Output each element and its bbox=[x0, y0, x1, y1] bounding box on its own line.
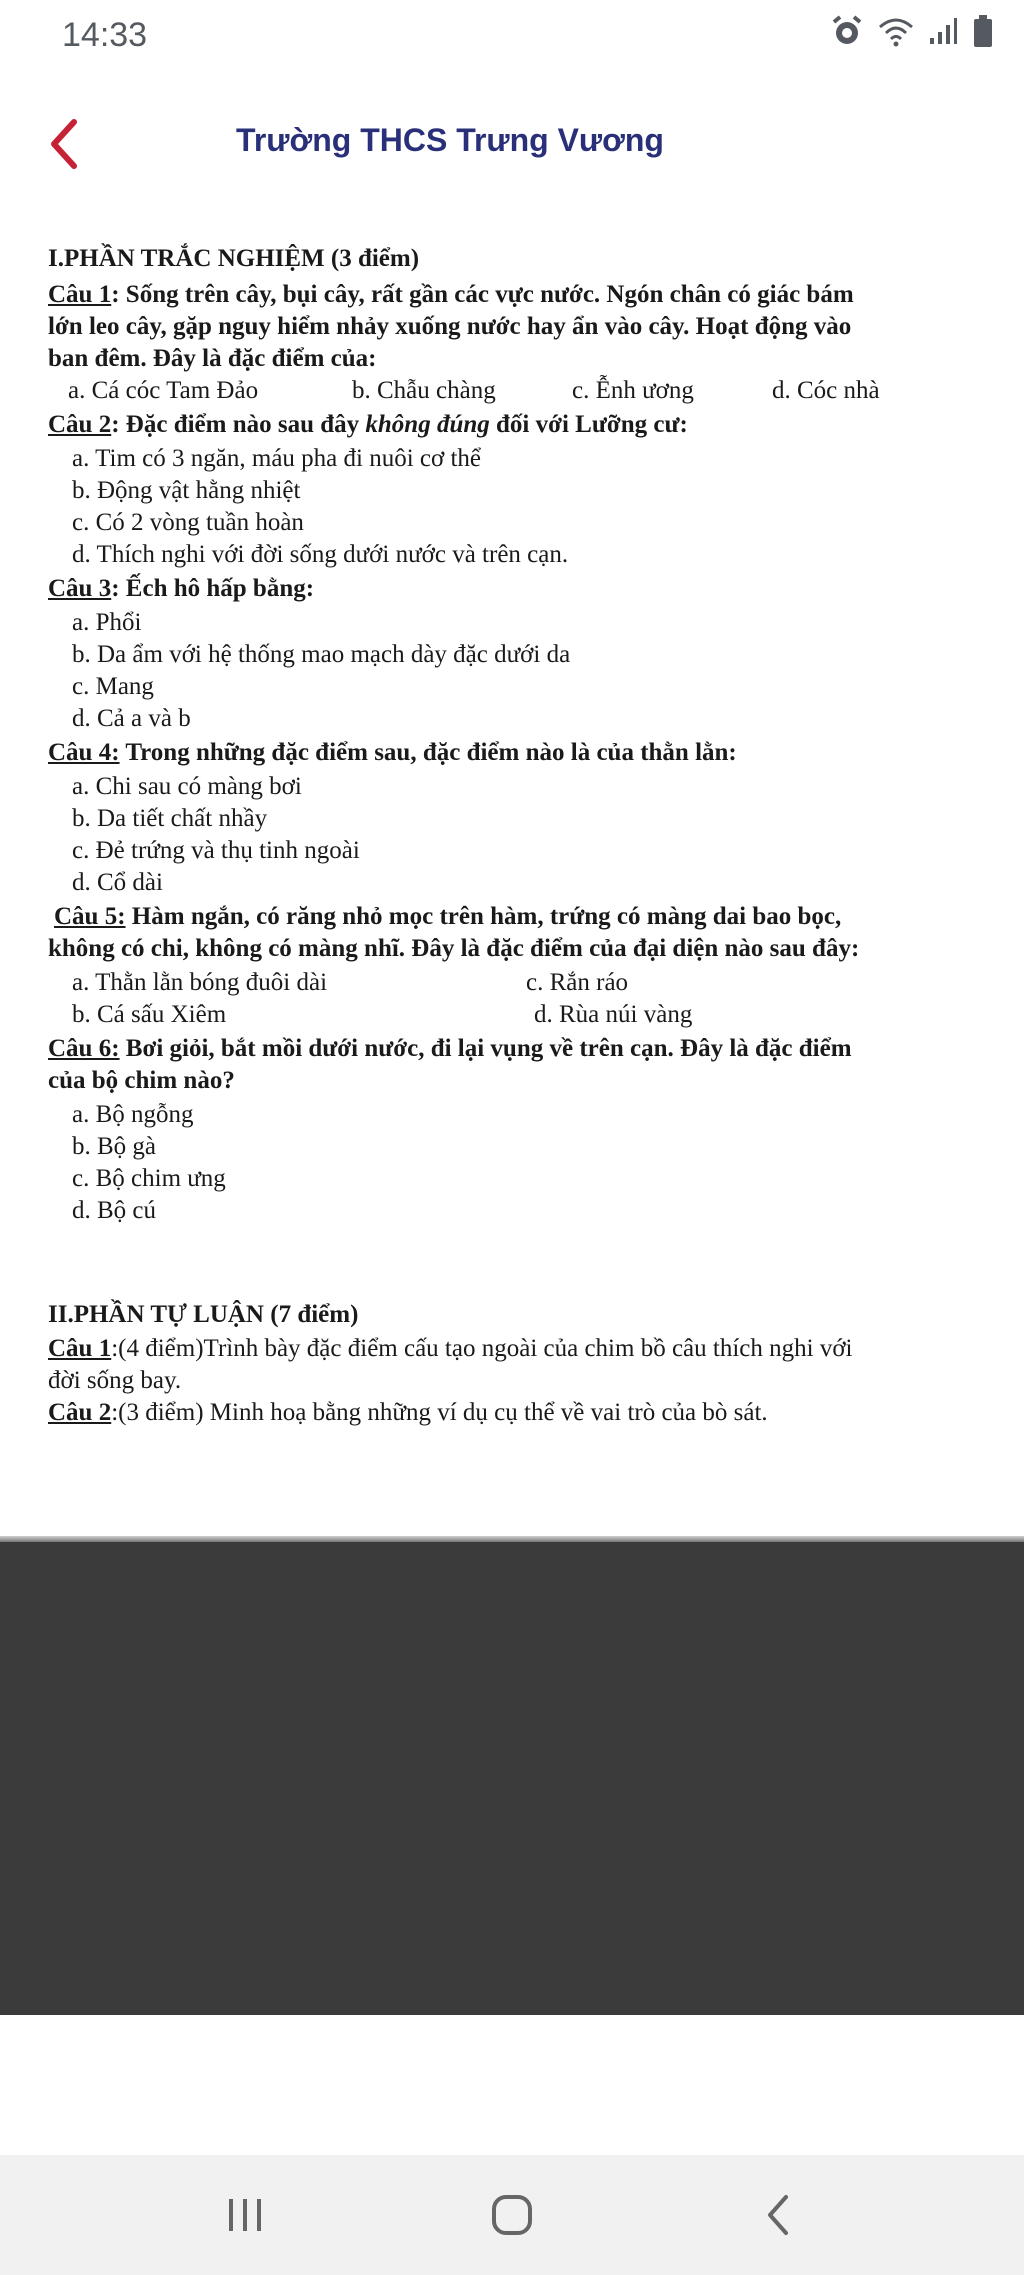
question-text: Bơi giỏi, bắt mồi dưới nước, đi lại vụng về trên cạn. Đây là đặc điểm bbox=[119, 1035, 852, 1062]
answer-option: c. Rắn ráo bbox=[526, 969, 629, 996]
question-emphasis: không đúng bbox=[365, 411, 490, 438]
status-icons bbox=[830, 14, 994, 53]
question-4 bbox=[48, 738, 737, 768]
recent-apps-icon bbox=[205, 2185, 285, 2245]
question-text: đời sống bay. bbox=[48, 1367, 182, 1394]
question-label: Câu 1 bbox=[48, 1335, 112, 1362]
battery-icon bbox=[972, 14, 994, 53]
question-3 bbox=[48, 574, 314, 604]
question-6 bbox=[48, 1034, 852, 1064]
viewer-background bbox=[0, 1542, 1024, 2015]
alarm-icon bbox=[830, 14, 864, 53]
question-label: Câu 6: bbox=[48, 1035, 120, 1062]
question-label: Câu 4: bbox=[48, 739, 120, 766]
page-title: Trường THCS Trưng Vương bbox=[236, 122, 664, 158]
status-bar bbox=[0, 0, 1024, 72]
system-back-button[interactable] bbox=[740, 2185, 820, 2245]
question-text: lớn leo cây, gặp nguy hiểm nhảy xuống nước hay ẩn vào cây. Hoạt động vào bbox=[48, 313, 852, 340]
answer-option: a. Thằn lằn bóng đuôi dài bbox=[72, 969, 328, 996]
question-text: đối với Lưỡng cư: bbox=[489, 411, 688, 438]
essay-question-2 bbox=[48, 1398, 768, 1428]
question-1 bbox=[48, 280, 854, 310]
section-heading: I.PHẦN TRẮC NGHIỆM (3 điểm) bbox=[48, 245, 420, 272]
answer-option: c. Có 2 vòng tuần hoàn bbox=[72, 509, 304, 536]
answer-option: c. Bộ chim ưng bbox=[72, 1165, 226, 1192]
answer-option: b. Bộ gà bbox=[72, 1133, 157, 1160]
answer-option: a. Tim có 3 ngăn, máu pha đi nuôi cơ thể bbox=[72, 445, 482, 472]
answer-option: b. Cá sấu Xiêm bbox=[72, 1001, 227, 1028]
home-button[interactable] bbox=[472, 2185, 552, 2245]
question-label: Câu 2 bbox=[48, 1399, 112, 1426]
wifi-icon bbox=[878, 15, 914, 52]
answer-option: a. Phổi bbox=[72, 609, 142, 636]
answer-option: a. Cá cóc Tam Đảo bbox=[68, 377, 259, 404]
answer-option: c. Đẻ trứng và thụ tinh ngoài bbox=[72, 837, 360, 864]
answer-option: d. Bộ cú bbox=[72, 1197, 157, 1224]
answer-option: b. Da ẩm với hệ thống mao mạch dày đặc dưới da bbox=[72, 641, 571, 668]
question-text: : Sống trên cây, bụi cây, rất gần các vực nước. Ngón chân có giác bám bbox=[111, 281, 854, 308]
essay-question-1 bbox=[48, 1334, 853, 1364]
question-text: : Ếch hô hấp bằng: bbox=[111, 575, 315, 602]
question-label: Câu 3 bbox=[48, 575, 112, 602]
question-text: : Đặc điểm nào sau đây bbox=[111, 411, 366, 438]
answer-option: d. Rùa núi vàng bbox=[534, 1001, 693, 1028]
question-text: ban đêm. Đây là đặc điểm của: bbox=[48, 345, 377, 372]
recent-apps-button[interactable] bbox=[205, 2185, 285, 2245]
question-text: Trong những đặc điểm sau, đặc điểm nào là của thằn lằn: bbox=[119, 739, 737, 766]
question-2 bbox=[48, 410, 688, 440]
answer-option: b. Da tiết chất nhầy bbox=[72, 805, 268, 832]
question-label: Câu 2 bbox=[48, 411, 112, 438]
signal-icon bbox=[928, 16, 958, 51]
system-nav-bar bbox=[0, 2155, 1024, 2275]
answer-option: b. Động vật hằng nhiệt bbox=[72, 477, 301, 504]
answer-option: b. Chẫu chàng bbox=[352, 377, 496, 404]
question-text: :(3 điểm) Minh hoạ bằng những ví dụ cụ thể về vai trò của bò sát. bbox=[111, 1399, 768, 1426]
back-icon bbox=[740, 2185, 820, 2245]
question-label: Câu 1 bbox=[48, 281, 112, 308]
answer-option: a. Chi sau có màng bơi bbox=[72, 773, 302, 800]
answer-option: d. Cóc nhà bbox=[772, 377, 880, 404]
status-time: 14:33 bbox=[62, 16, 148, 54]
app-bar bbox=[0, 100, 1024, 190]
question-text: không có chi, không có màng nhĩ. Đây là đặc điểm của đại diện nào sau đây: bbox=[48, 935, 860, 962]
answer-option: d. Thích nghi với đời sống dưới nước và trên cạn. bbox=[72, 541, 569, 568]
answer-option: c. Mang bbox=[72, 673, 154, 700]
question-text: Hàm ngắn, có răng nhỏ mọc trên hàm, trứng có màng dai bao bọc, bbox=[125, 903, 842, 930]
answer-option: d. Cổ dài bbox=[72, 869, 163, 896]
question-label: Câu 5: bbox=[54, 903, 126, 930]
answer-option: c. Ễnh ương bbox=[572, 377, 694, 404]
question-5 bbox=[54, 902, 841, 932]
question-text: :(4 điểm)Trình bày đặc điểm cấu tạo ngoài của chim bồ câu thích nghi với bbox=[111, 1335, 853, 1362]
home-icon bbox=[472, 2185, 552, 2245]
question-text: của bộ chim nào? bbox=[48, 1067, 235, 1094]
section-heading: II.PHẦN TỰ LUẬN (7 điểm) bbox=[48, 1301, 359, 1328]
answer-option: a. Bộ ngỗng bbox=[72, 1101, 194, 1128]
answer-option: d. Cả a và b bbox=[72, 705, 191, 732]
